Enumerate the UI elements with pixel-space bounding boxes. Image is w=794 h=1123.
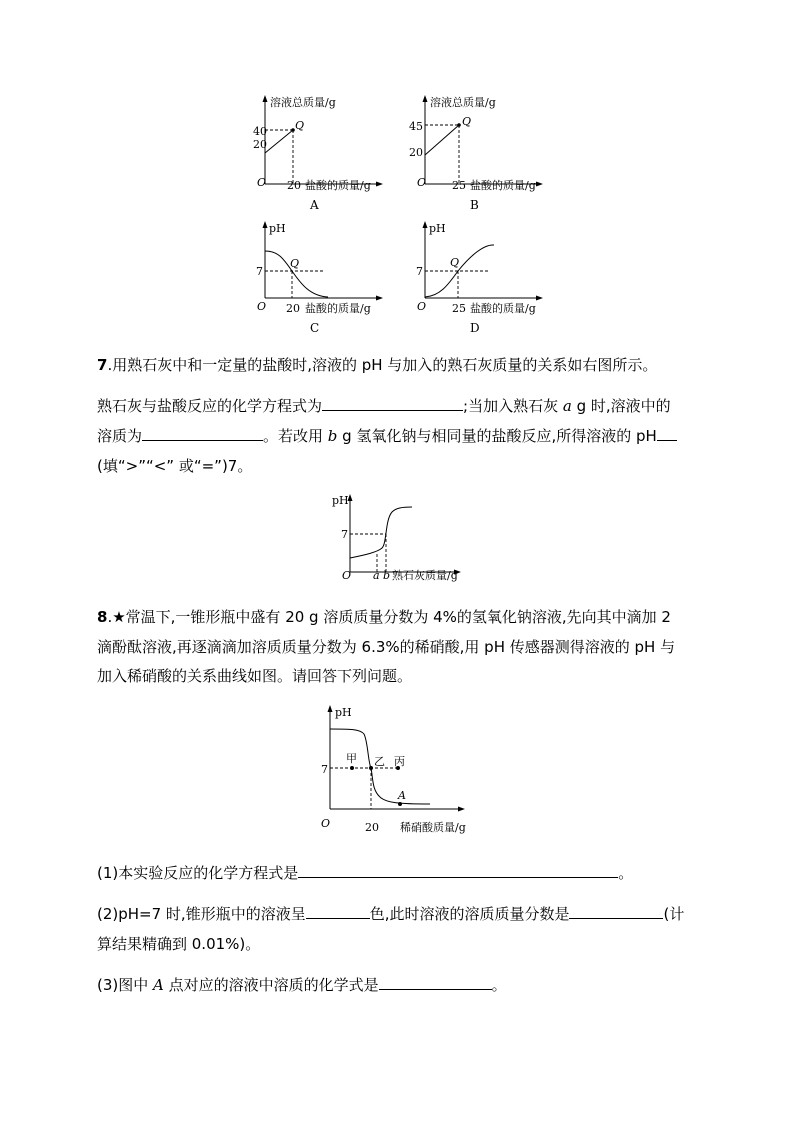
graph-caption: C bbox=[310, 321, 320, 335]
q8-line-3: 加入稀硝酸的关系曲线如图。请回答下列问题。 bbox=[97, 667, 413, 685]
q7-line-3: 溶质为 。若改用 b g 氢氧化钠与相同量的盐酸反应,所得溶液的 pH bbox=[97, 421, 697, 451]
q8-sub-2-cont: 算结果精确到 0.01%)。 bbox=[97, 935, 261, 953]
x-axis-arrow bbox=[376, 296, 383, 301]
answer-blank[interactable] bbox=[657, 423, 677, 441]
graph-caption: B bbox=[470, 198, 479, 212]
x-tick-label: 25 bbox=[452, 302, 466, 315]
point-label: Q bbox=[450, 256, 460, 269]
ph-curve bbox=[350, 507, 412, 558]
origin-label: O bbox=[321, 817, 331, 830]
graph-a bbox=[250, 92, 390, 214]
y-axis-arrow bbox=[263, 95, 268, 102]
y-axis-label: 溶液总质量/g bbox=[430, 96, 496, 109]
origin-label: O bbox=[417, 176, 427, 189]
graph-b bbox=[410, 92, 550, 214]
y-tick-label: 40 bbox=[253, 125, 267, 138]
y-axis-label: pH bbox=[335, 706, 352, 719]
x-tick-label: 20 bbox=[365, 821, 379, 834]
q7-line-4: (填“>”“<” 或“=”)7。 bbox=[97, 457, 253, 475]
graph-q8 bbox=[310, 700, 480, 840]
point-label: Q bbox=[290, 257, 300, 270]
origin-label: O bbox=[257, 176, 267, 189]
y-axis-label: pH bbox=[332, 494, 349, 507]
x-tick-label: 20 bbox=[286, 302, 300, 315]
graph-d bbox=[410, 218, 550, 340]
graph-caption: D bbox=[470, 321, 480, 335]
graph-c bbox=[250, 218, 390, 340]
origin-label: O bbox=[342, 569, 352, 582]
data-point bbox=[398, 802, 402, 806]
y-axis-arrow bbox=[423, 95, 428, 102]
series-line bbox=[265, 130, 293, 153]
point-label: 甲 bbox=[346, 752, 357, 765]
q7-line-2: 熟石灰与盐酸反应的化学方程式为 ;当加入熟石灰 a g 时,溶液中的 bbox=[97, 391, 697, 421]
y-axis-label: pH bbox=[429, 222, 446, 235]
x-axis-label: 盐酸的质量/g bbox=[305, 302, 371, 315]
q7-line-1: 7.用熟石灰中和一定量的盐酸时,溶液的 pH 与加入的熟石灰质量的关系如右图所示。 bbox=[97, 356, 658, 374]
x-axis-label: 盐酸的质量/g bbox=[470, 179, 536, 192]
q8-line-1: 8.★常温下,一锥形瓶中盛有 20 g 溶质质量分数为 4%的氢氧化钠溶液,先向其中滴加 2 bbox=[97, 608, 671, 626]
answer-blank[interactable] bbox=[306, 901, 370, 919]
x-axis-label: 熟石灰质量/g bbox=[392, 569, 458, 582]
x-axis-label: 盐酸的质量/g bbox=[470, 302, 536, 315]
y-tick-label: 7 bbox=[416, 265, 423, 278]
point-label: A bbox=[398, 789, 406, 802]
q8-line-2: 滴酚酞溶液,再逐滴滴加溶质质量分数为 6.3%的稀硝酸,用 pH 传感器测得溶液的 pH 与 bbox=[97, 638, 676, 656]
y-tick-label: 7 bbox=[341, 528, 348, 541]
x-tick-label: a bbox=[373, 569, 380, 582]
y-tick-label: 45 bbox=[409, 120, 423, 133]
q8-sub-3: (3)图中 A 点对应的溶液中溶质的化学式是 。 bbox=[97, 970, 697, 1000]
x-axis-arrow bbox=[536, 182, 543, 187]
answer-blank[interactable] bbox=[322, 393, 463, 411]
data-point bbox=[457, 123, 461, 127]
x-axis-arrow bbox=[376, 182, 383, 187]
data-point bbox=[369, 766, 373, 770]
x-axis-arrow bbox=[458, 807, 465, 812]
answer-blank[interactable] bbox=[569, 901, 663, 919]
y-tick-label: 20 bbox=[253, 138, 267, 151]
point-label: 乙 bbox=[374, 755, 385, 768]
x-tick-label: 20 bbox=[287, 179, 301, 192]
series-line bbox=[425, 125, 459, 155]
y-tick-label: 7 bbox=[321, 763, 328, 776]
origin-label: O bbox=[257, 300, 267, 313]
answer-blank[interactable] bbox=[379, 972, 492, 990]
q8-sub-2: (2)pH=7 时,锥形瓶中的溶液呈 色,此时溶液的溶质质量分数是 (计 bbox=[97, 899, 697, 929]
answer-blank[interactable] bbox=[142, 423, 263, 441]
origin-label: O bbox=[417, 300, 427, 313]
graph-q7 bbox=[330, 490, 470, 588]
y-axis-arrow bbox=[263, 221, 268, 228]
x-axis-arrow bbox=[536, 296, 543, 301]
y-axis-label: pH bbox=[269, 222, 286, 235]
point-label: Q bbox=[295, 119, 305, 132]
y-axis-arrow bbox=[423, 221, 428, 228]
y-tick-label: 20 bbox=[409, 146, 423, 159]
q8-sub-1: (1)本实验反应的化学方程式是 。 bbox=[97, 858, 697, 888]
graph-caption: A bbox=[310, 198, 319, 212]
answer-blank[interactable] bbox=[298, 860, 618, 878]
x-axis-label: 稀硝酸质量/g bbox=[400, 821, 466, 834]
data-point bbox=[350, 766, 354, 770]
x-axis-label: 盐酸的质量/g bbox=[305, 179, 371, 192]
y-axis-label: 溶液总质量/g bbox=[270, 96, 336, 109]
point-label: Q bbox=[462, 115, 472, 128]
question-number: 7 bbox=[97, 356, 108, 374]
y-tick-label: 7 bbox=[256, 265, 263, 278]
point-label: 丙 bbox=[394, 755, 405, 768]
x-tick-label: b bbox=[383, 569, 391, 582]
question-number: 8 bbox=[97, 608, 108, 626]
x-tick-label: 25 bbox=[452, 179, 466, 192]
y-axis-arrow bbox=[328, 705, 333, 712]
